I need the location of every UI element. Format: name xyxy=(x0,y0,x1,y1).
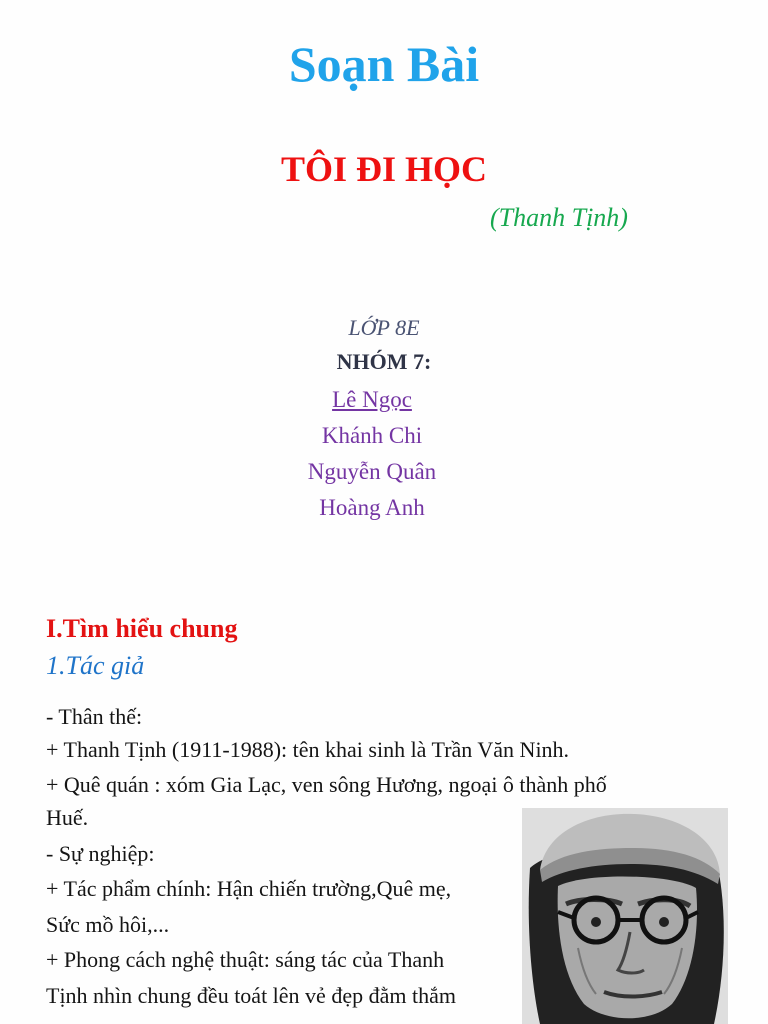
lesson-title: TÔI ĐI HỌC xyxy=(280,149,488,189)
subsection-heading: 1.Tác giả xyxy=(46,651,145,680)
section-heading: I.Tìm hiểu chung xyxy=(46,614,238,643)
body-line: + Phong cách nghệ thuật: sáng tác của Thanh xyxy=(46,947,445,972)
member-list xyxy=(0,382,744,526)
body-line: + Thanh Tịnh (1911-1988): tên khai sinh là Trần Văn Ninh. xyxy=(46,737,570,762)
portrait-image xyxy=(522,808,728,1024)
author-name: (Thanh Tịnh) xyxy=(490,203,628,232)
member-name: Nguyễn Quân xyxy=(307,459,437,484)
body-line: Sức mồ hôi,... xyxy=(46,912,170,937)
body-line: - Thân thế: xyxy=(46,704,143,729)
body-line: Huế. xyxy=(46,805,89,830)
body-line: + Quê quán : xóm Gia Lạc, ven sông Hương, ngoại ô thành phố xyxy=(46,772,607,797)
body-line: - Sự nghiệp: xyxy=(46,841,155,866)
member-name: Hoàng Anh xyxy=(319,495,425,520)
member-name[interactable]: Lê Ngọc xyxy=(332,387,412,412)
document-title: Soạn Bài xyxy=(288,36,480,92)
body-line: Tịnh nhìn chung đều toát lên vẻ đẹp đằm thắm xyxy=(46,983,456,1008)
class-label: LỚP 8E xyxy=(348,315,420,340)
author-portrait-photo xyxy=(522,808,728,1024)
group-label: NHÓM 7: xyxy=(336,349,432,374)
body-line: + Tác phẩm chính: Hận chiến trường,Quê mẹ, xyxy=(46,876,452,901)
member-name: Khánh Chi xyxy=(321,423,423,448)
